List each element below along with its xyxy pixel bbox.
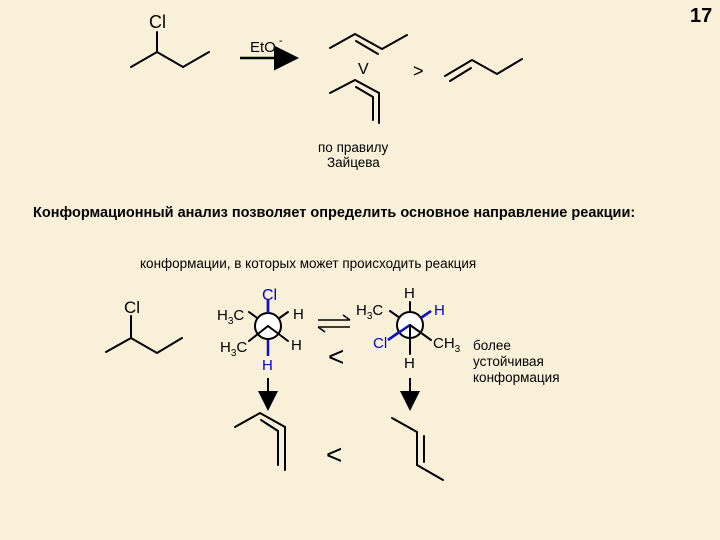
reagent-charge: - [279, 35, 283, 47]
newman-left-top: Cl [262, 287, 278, 304]
zaitsev-rule-line2: Зайцева [327, 155, 380, 170]
equilibrium-arrows [318, 315, 350, 332]
stable-note-line3: конформация [473, 370, 560, 385]
newman-left-bottom: H [262, 357, 273, 374]
1-butene [445, 59, 522, 81]
newman-right-lower-left: Cl [373, 335, 388, 352]
newman-left-upper-left: $H_3C$ [217, 307, 245, 327]
stable-note-line1: более [473, 338, 511, 353]
less-than-2: < [326, 439, 343, 470]
statement-text: Конформационный анализ позволяет определить основное направление реакции: [33, 205, 636, 221]
trans-2-butene [330, 34, 407, 54]
newman-projection-left [217, 287, 304, 374]
cis-2-butene-product [235, 413, 285, 470]
trans-2-butene-product [392, 418, 443, 480]
cis-2-butene [330, 80, 379, 123]
substrate-cl-label: Cl [149, 12, 166, 32]
reaction-arrow [240, 35, 294, 58]
slide-number: 17 [690, 5, 713, 27]
newman-left-upper-right: H [293, 306, 304, 323]
newman-left-lower-left: $H_3C$ [220, 339, 248, 359]
comparison-right: > [413, 61, 424, 81]
less-than-1: < [328, 341, 345, 372]
newman-projection-right [356, 285, 461, 372]
newman-right-upper-right: H [434, 302, 445, 319]
substrate2-cl-label: Cl [124, 298, 141, 317]
reagent-label: EtO [250, 39, 276, 56]
zaitsev-rule-line1: по правилу [318, 140, 389, 155]
conformations-heading: конформации, в которых может происходить реакция [140, 256, 477, 271]
newman-right-lower-right: $CH_3$ [433, 335, 461, 355]
newman-right-upper-left: $H_3C$ [356, 302, 384, 322]
newman-left-lower-right: H [291, 337, 302, 354]
substrate-structure-2 [106, 298, 182, 353]
newman-right-top: H [404, 285, 415, 302]
stable-note-line2: устойчивая [473, 354, 544, 369]
comparison-down: V [358, 61, 369, 78]
substrate-structure [131, 12, 209, 67]
newman-right-bottom: H [404, 355, 415, 372]
